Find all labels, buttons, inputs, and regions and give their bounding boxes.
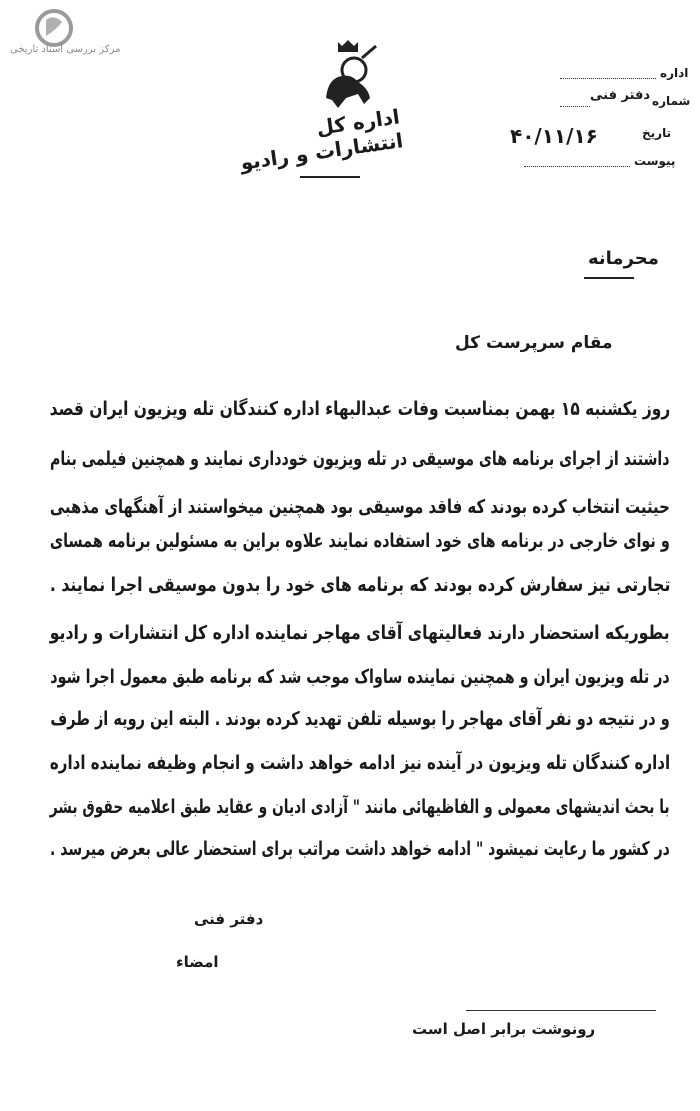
number-dotted-line <box>560 96 590 107</box>
body-line-11: در کشور ما رعایت نمیشود " ادامه خواهد داشت مراتب برای استحضار عالی بعرض میرسد . <box>50 838 670 860</box>
body-line-4: و نوای خارجی در برنامه های خود استفاده نمایند علاوه براین به مسئولین برنامه همسای <box>50 530 670 552</box>
signature-signed: امضاء <box>176 953 219 971</box>
salutation: مقام سرپرست کل <box>455 333 613 353</box>
office-dotted-line <box>560 68 656 79</box>
attachment-label: پیوست <box>634 154 676 168</box>
signature-office: دفتر فنی <box>194 910 264 928</box>
office-label: اداره <box>660 66 689 80</box>
number-value: دفتر فنی <box>590 88 651 103</box>
copy-certification: رونوشت برابر اصل است <box>412 1020 596 1038</box>
body-line-10: با بحث اندیشهای معمولی و الفاظیهائی مانند " آزادی ادیان و عقاید طبق اعلامیه حقوق بشر <box>50 796 670 818</box>
lion-and-sun-emblem-icon <box>318 38 382 114</box>
body-line-2: داشتند از اجرای برنامه های موسیقی در تله ویزیون خودداری نمایند و همچنین فیلمی بنام <box>50 448 670 470</box>
body-line-6: بطوریکه استحضار دارند فعالیتهای آقای مهاجر نماینده اداره کل انتشارات و رادیو <box>49 622 670 644</box>
date-label: تاریخ <box>642 126 672 140</box>
archive-watermark <box>6 8 146 66</box>
classification-underline <box>584 277 634 279</box>
department-name: اداره کل انتشارات و رادیو <box>238 104 405 175</box>
body-line-8: و در نتیجه دو نفر آقای مهاجر را بوسیله تلفن تهدید کرده بودند . البته این رویه از طرف <box>50 708 670 730</box>
attachment-dotted-line <box>524 156 630 167</box>
footer-rule <box>466 1010 656 1011</box>
number-label: شماره <box>652 94 691 108</box>
department-underline <box>300 176 360 178</box>
watermark-text: مرکز بررسی اسناد تاریخی <box>10 44 121 55</box>
archive-logo-icon <box>34 8 74 48</box>
body-line-5: تجارتی نیز سفارش کرده بودند که برنامه های خود را بدون موسیقی اجرا نمایند . <box>49 574 670 596</box>
classification-label: محرمانه <box>588 248 659 269</box>
body-line-1: روز یکشنبه ۱۵ بهمن بمناسبت وفات عبدالبهاء اداره کنندگان تله ویزیون ایران قصد <box>49 398 670 420</box>
body-line-7: در تله ویزیون ایران و همچنین نماینده ساواک موجب شد که برنامه طبق معمول اجرا شود <box>50 666 670 688</box>
body-line-3: حیثیت انتخاب کرده بودند که فاقد موسیقی بود همچنین میخواستند از آهنگهای مذهبی <box>49 496 670 518</box>
date-value: ۴۰/۱۱/۱۶ <box>510 124 598 148</box>
body-line-9: اداره کنندگان تله ویزیون در آینده نیز ادامه خواهد داشت و انجام وظیفه نماینده اداره <box>49 752 670 774</box>
